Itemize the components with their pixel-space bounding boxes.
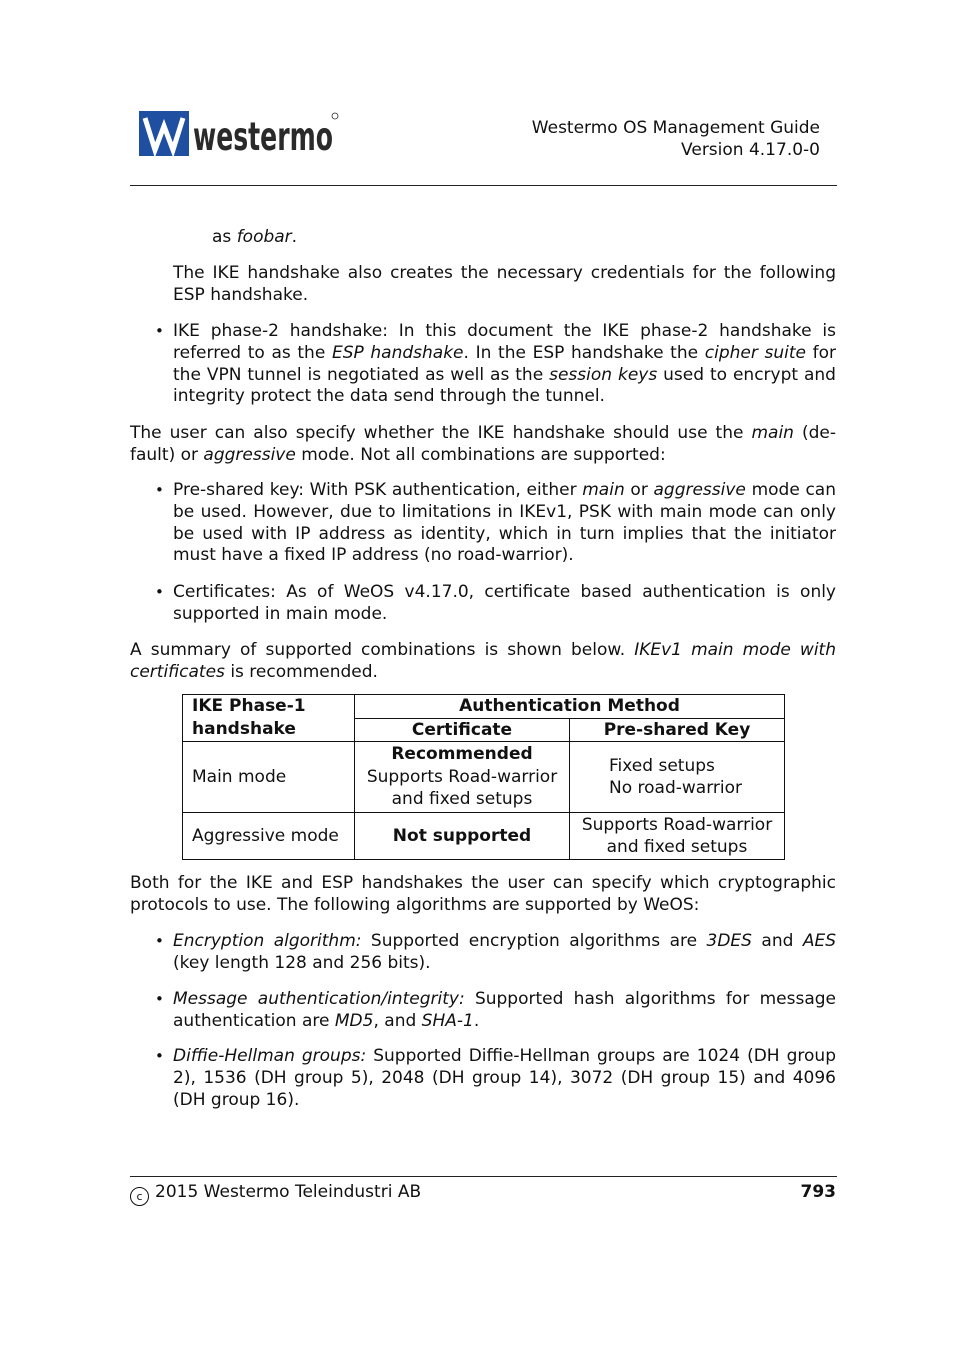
header-authentication-method: Authentication Method (355, 695, 785, 719)
cell-aggressive-psk-line2: and fixed setups (606, 837, 748, 857)
bullet-message-auth: • Message authentication/integrity: Supported hash algorithms for message authentication are MD5, and SHA-1. (173, 989, 836, 1033)
cell-aggressive-certificate: Not supported (355, 813, 570, 860)
continuation-line: as foobar. (212, 227, 298, 247)
logo-wordmark: westermo (193, 115, 333, 160)
copyright-text: 2015 Westermo Teleindustri AB (155, 1182, 422, 1202)
cell-aggressive-psk (570, 813, 785, 860)
table-header-row-1 (183, 695, 785, 719)
mode-paragraph: The user can also specify whether the IKE handshake should use the main (de-fault) or aggressive mode. Not all combinations are supported: (130, 423, 837, 465)
summary-paragraph: A summary of supported combinations is shown below. IKEv1 main mode with certificates is recommended. (130, 640, 836, 682)
bullet-encryption: • Encryption algorithm: Supported encryption algorithms are 3DES and AES (key length 128 and 256 bits). (173, 931, 836, 975)
copyright-icon: c (130, 1187, 149, 1206)
guide-version: Version 4.17.0-0 (681, 140, 820, 160)
cell-main-certificate (355, 742, 570, 813)
crypto-paragraph: Both for the IKE and ESP handshakes the user can specify which cryptographic protocols to use. The following algorithms are supported by WeOS: (130, 873, 836, 915)
cell-main-certificate-recommended: Recommended (391, 744, 533, 765)
row-label-aggressive-mode: Aggressive mode (183, 813, 355, 860)
footer-rule (130, 1176, 837, 1177)
cell-main-certificate-line2: Supports Road-warrior (366, 766, 558, 787)
page-number: 793 (800, 1182, 836, 1202)
bullet-diffie-hellman: • Diffie-Hellman groups: Supported Diffie-Hellman groups are 1024 (DH group 2), 1536 (DH group 5), 2048 (DH group 14), 3072 (DH group 15) and 4096 (DH group 16). (173, 1046, 836, 1111)
header-ike-phase1 (183, 695, 355, 742)
bullet-pre-shared-key: • Pre-shared key: With PSK authentication, either main or aggressive mode can be used. However, due to limitations in IKEv1, PSK with main mode can only be used with IP address as identity, which in turn implies that the initiator must have a fixed IP address (no road-warrior). (173, 480, 836, 567)
running-header (532, 117, 820, 161)
copyright (130, 1182, 421, 1206)
ike-credentials-paragraph: The IKE handshake also creates the necessary credentials for the following ESP handshake. (173, 263, 836, 305)
header-certificate: Certificate (355, 718, 570, 742)
combinations-table (182, 694, 785, 860)
westermo-logo (139, 110, 339, 158)
header-rule (130, 185, 837, 186)
cell-main-psk (570, 742, 785, 813)
cell-main-certificate-line3: and fixed setups (391, 789, 533, 810)
cell-main-psk-line2: No road-warrior (609, 778, 742, 798)
header-pre-shared-key: Pre-shared Key (570, 718, 785, 742)
bullet-ike-phase2: • IKE phase-2 handshake: In this document the IKE phase-2 handshake is referred to as the ESP handshake. In the ESP handshake the cipher suite for the VPN tunnel is negotiated as well as the session keys used to encrypt and integrity protect the data send through the tunnel. (173, 321, 836, 408)
header-ike-phase1-line1: IKE Phase-1 (192, 696, 306, 716)
table-row-aggressive-mode (183, 813, 785, 860)
row-label-main-mode: Main mode (183, 742, 355, 813)
table-row-main-mode (183, 742, 785, 813)
header-ike-phase1-line2: handshake (192, 718, 296, 739)
cell-aggressive-psk-line1: Supports Road-warrior (581, 814, 773, 835)
bullet-certificates: • Certificates: As of WeOS v4.17.0, certificate based authentication is only supported in main mode. (173, 582, 836, 626)
guide-title: Westermo OS Management Guide (531, 118, 820, 138)
cell-main-psk-line1: Fixed setups (609, 755, 715, 776)
